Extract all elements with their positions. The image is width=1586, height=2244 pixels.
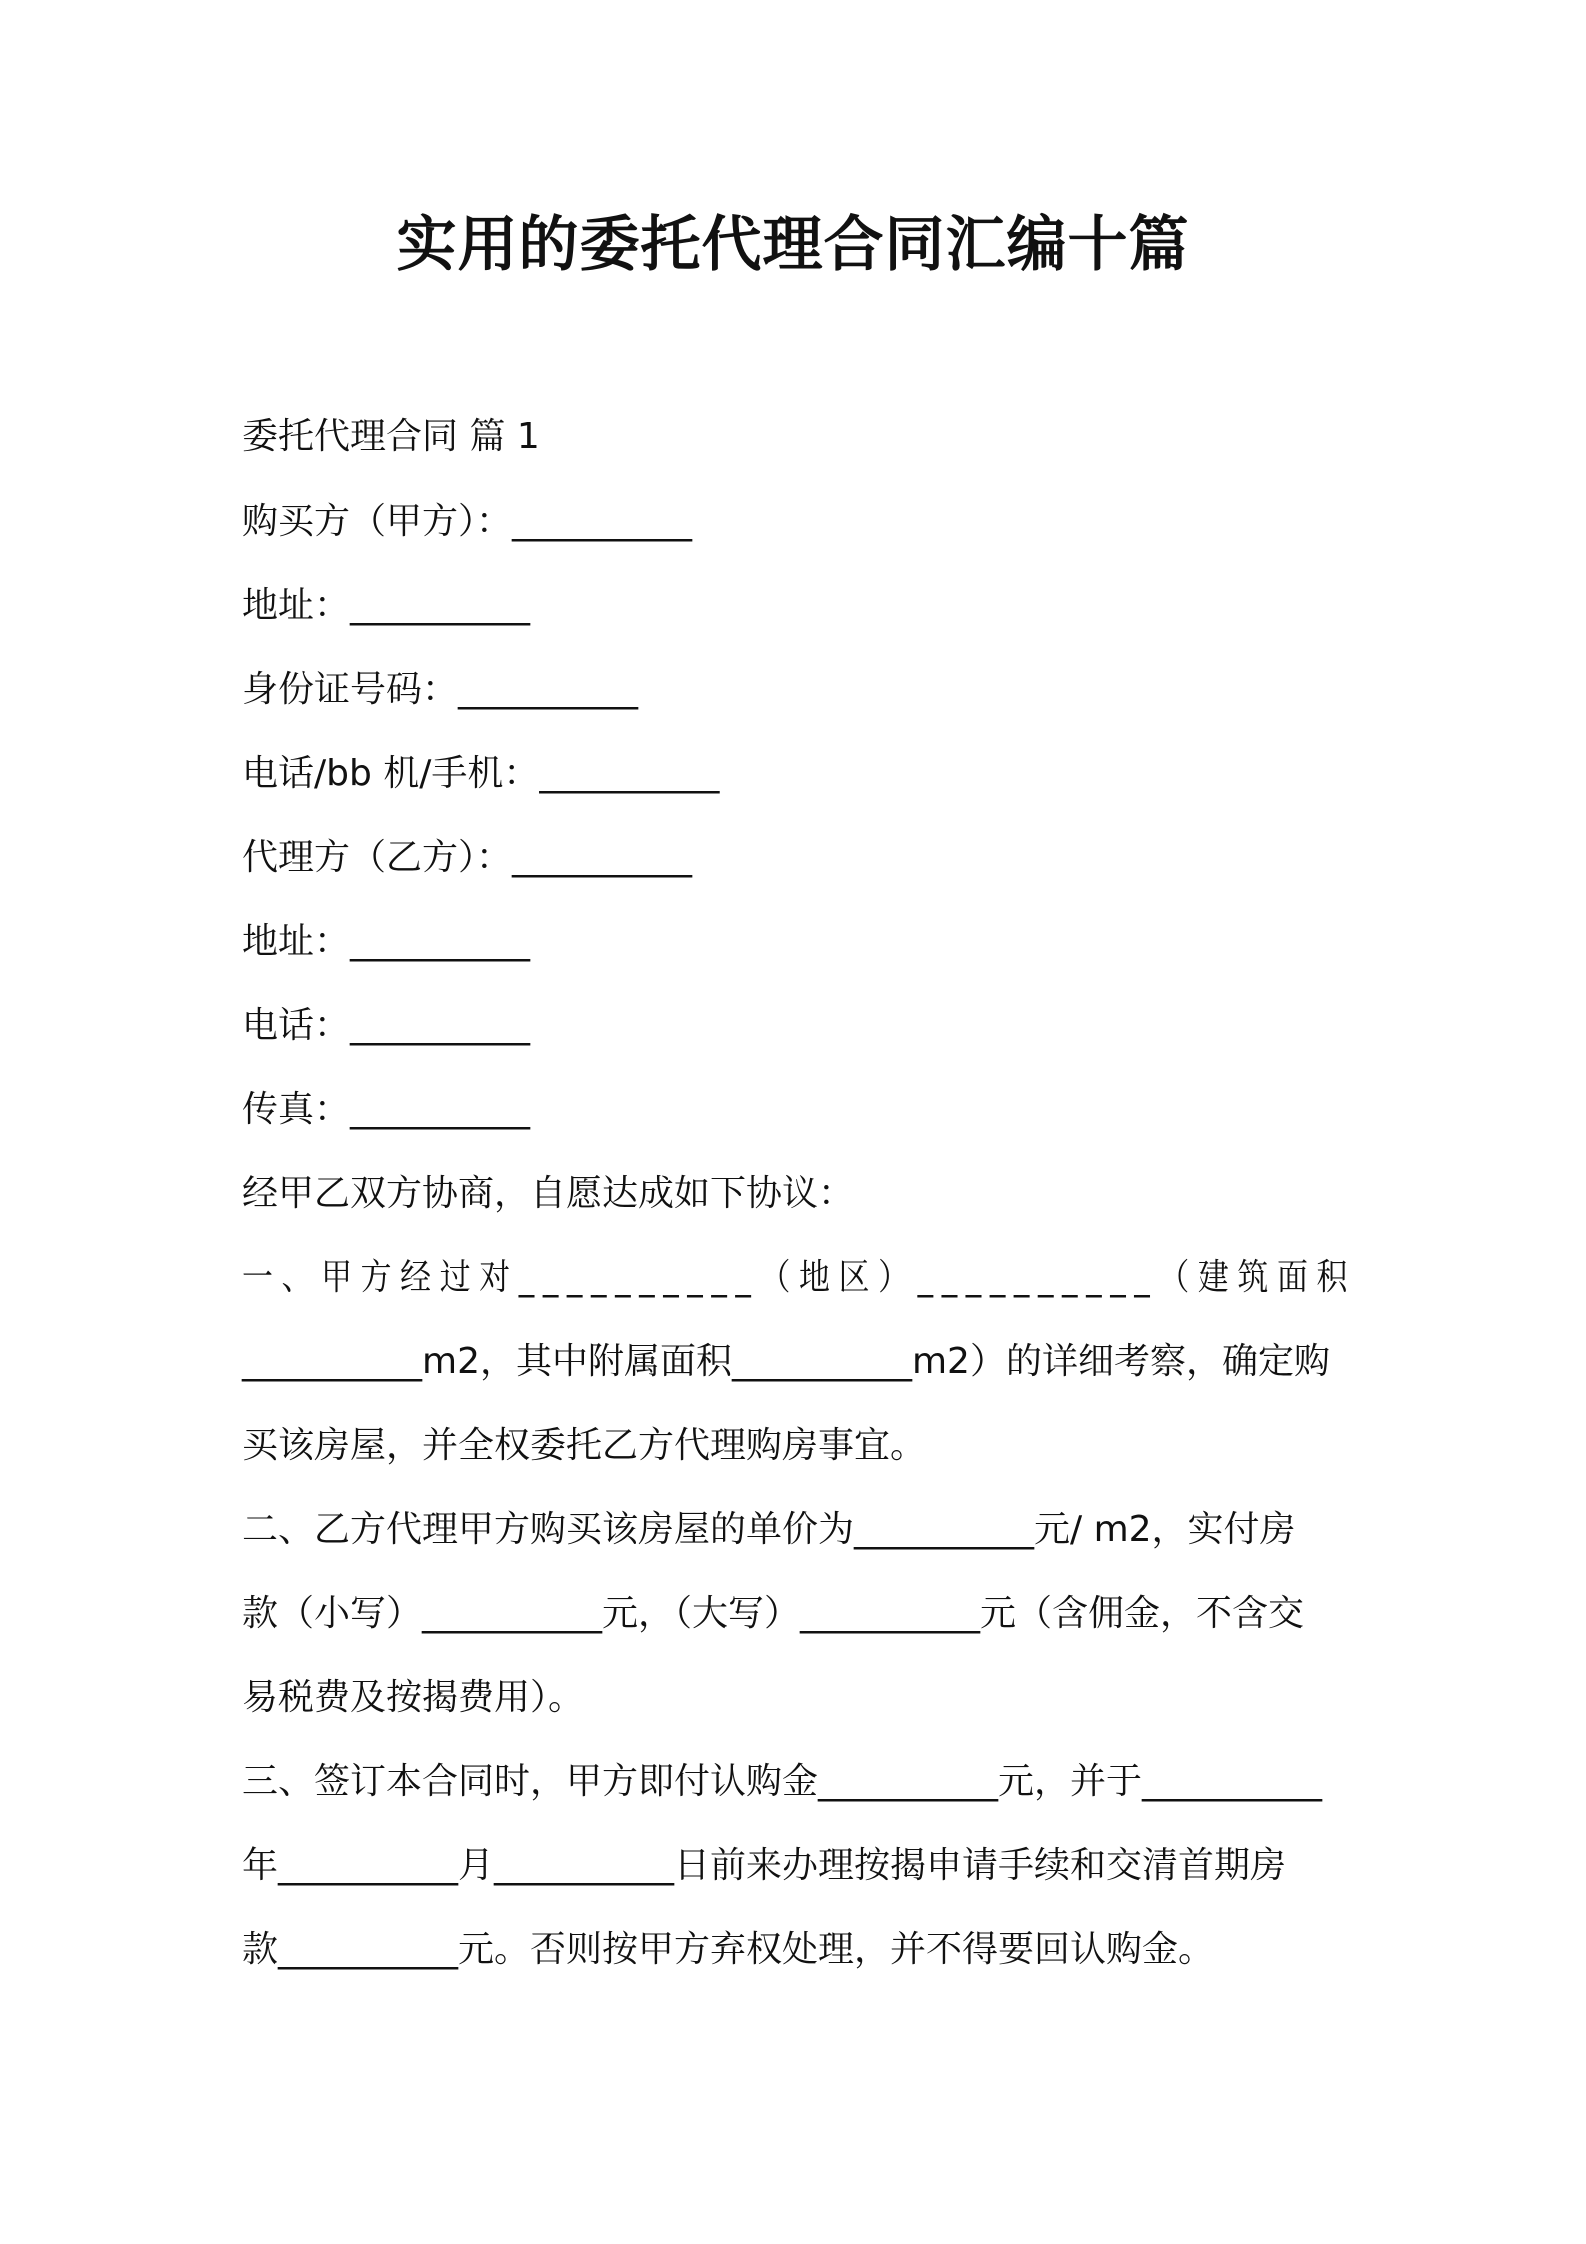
clause-3-line-1: 三、签订本合同时，甲方即付认购金__________元，并于__________ — [242, 1761, 1323, 1802]
agent-fax-field: 传真：__________ — [242, 1089, 531, 1130]
clause-2-line-3: 易税费及按揭费用）。 — [242, 1677, 585, 1718]
clause-1-line-3: 买该房屋，并全权委托乙方代理购房事宜。 — [242, 1425, 927, 1466]
agent-field: 代理方（乙方）：__________ — [242, 837, 693, 878]
intro-paragraph: 经甲乙双方协商，自愿达成如下协议： — [242, 1173, 855, 1214]
clause-3-line-2: 年__________月__________日前来办理按揭申请手续和交清首期房 — [242, 1845, 1287, 1886]
buyer-phone-field: 电话/bb 机/手机：__________ — [242, 753, 720, 794]
buyer-address-field: 地址：__________ — [242, 585, 531, 626]
agent-phone-field: 电话：__________ — [242, 1005, 531, 1046]
clause-2-line-2: 款（小写）__________元，（大写）__________元（含佣金，不含交 — [242, 1593, 1305, 1634]
agent-address-field: 地址：__________ — [242, 921, 531, 962]
clause-1-line-1: 一、甲方经过对__________（地区）__________（建筑面积 — [242, 1257, 1357, 1298]
section-heading: 委托代理合同 篇 1 — [242, 416, 540, 457]
clause-3-line-3: 款__________元。否则按甲方弃权处理，并不得要回认购金。 — [242, 1929, 1215, 1970]
clause-1-line-2: __________m2，其中附属面积__________m2）的详细考察，确定购 — [242, 1341, 1330, 1382]
buyer-id-field: 身份证号码：__________ — [242, 669, 639, 710]
clause-2-line-1: 二、乙方代理甲方购买该房屋的单价为__________元/ m2，实付房 — [242, 1509, 1296, 1550]
document-title: 实用的委托代理合同汇编十篇 — [396, 210, 1190, 280]
buyer-field: 购买方（甲方）：__________ — [242, 501, 693, 542]
